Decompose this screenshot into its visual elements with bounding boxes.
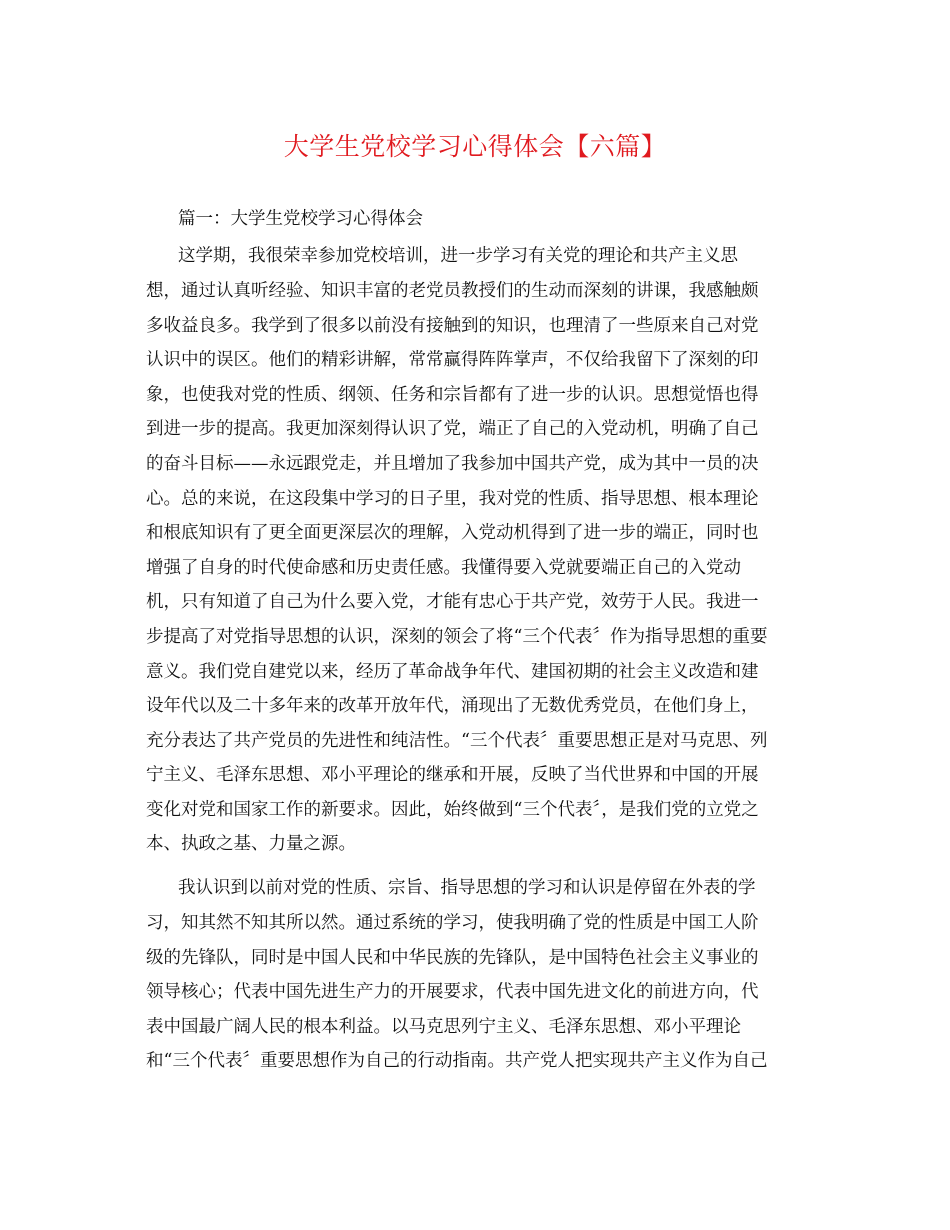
paragraph-line: 级的先锋队，同时是中国人民和中华民族的先锋队，是中国特色社会主义事业的 bbox=[146, 948, 759, 968]
paragraph-line: 和根底知识有了更全面更深层次的理解，入党动机得到了进一步的端正，同时也 bbox=[146, 523, 759, 543]
section-heading: 篇一：大学生党校学习心得体会 bbox=[178, 209, 423, 229]
paragraph-line: 和“三个代表〞重要思想作为自己的行动指南。共产党人把实现共产主义作为自己 bbox=[146, 1051, 768, 1071]
paragraph-line: 变化对党和国家工作的新要求。因此，始终做到“三个代表〞，是我们党的立党之 bbox=[146, 800, 759, 820]
paragraph-line: 习，知其然不知其所以然。通过系统的学习，使我明确了党的性质是中国工人阶 bbox=[146, 913, 759, 933]
paragraph-line: 想，通过认真听经验、知识丰富的老党员教授们的生动而深刻的讲课，我感触颇 bbox=[146, 281, 759, 301]
paragraph-line: 领导核心；代表中国先进生产力的开展要求，代表中国先进文化的前进方向，代 bbox=[146, 982, 759, 1002]
paragraph-line: 步提高了对党指导思想的认识，深刻的领会了将“三个代表〞作为指导思想的重要 bbox=[146, 627, 768, 647]
paragraph-line: 多收益良多。我学到了很多以前没有接触到的知识，也理清了一些原来自己对党 bbox=[146, 316, 759, 336]
paragraph-line: 充分表达了共产党员的先进性和纯洁性。“三个代表〞重要思想正是对马克思、列 bbox=[146, 731, 768, 751]
paragraph-line: 认识中的误区。他们的精彩讲解，常常赢得阵阵掌声，不仅给我留下了深刻的印 bbox=[146, 350, 759, 370]
paragraph-line: 这学期，我很荣幸参加党校培训，进一步学习有关党的理论和共产主义思 bbox=[178, 246, 738, 266]
paragraph-line: 意义。我们党自建党以来，经历了革命战争年代、建国初期的社会主义改造和建 bbox=[146, 662, 759, 682]
paragraph-line: 表中国最广阔人民的根本利益。以马克思列宁主义、毛泽东思想、邓小平理论 bbox=[146, 1017, 741, 1037]
paragraph-line: 心。总的来说，在这段集中学习的日子里，我对党的性质、指导思想、根本理论 bbox=[146, 489, 759, 509]
paragraph-line: 宁主义、毛泽东思想、邓小平理论的继承和开展，反映了当代世界和中国的开展 bbox=[146, 765, 759, 785]
paragraph-line: 增强了自身的时代使命感和历史责任感。我懂得要入党就要端正自己的入党动 bbox=[146, 558, 741, 578]
paragraph-line: 机，只有知道了自己为什么要入党，才能有忠心于共产党，效劳于人民。我进一 bbox=[146, 592, 759, 612]
paragraph-line: 本、执政之基、力量之源。 bbox=[146, 834, 356, 854]
paragraph-line: 到进一步的提高。我更加深刻得认识了党，端正了自己的入党动机，明确了自己 bbox=[146, 419, 759, 439]
document-title: 大学生党校学习心得体会【六篇】 bbox=[283, 132, 667, 161]
paragraph-line: 我认识到以前对党的性质、宗旨、指导思想的学习和认识是停留在外表的学 bbox=[178, 878, 756, 898]
paragraph-line: 设年代以及二十多年来的改革开放年代，涌现出了无数优秀党员，在他们身上， bbox=[146, 696, 759, 716]
paragraph-line: 象，也使我对党的性质、纲领、任务和宗旨都有了进一步的认识。思想觉悟也得 bbox=[146, 385, 759, 405]
paragraph-line: 的奋斗目标——永远跟党走，并且增加了我参加中国共产党，成为其中一员的决 bbox=[146, 454, 759, 474]
